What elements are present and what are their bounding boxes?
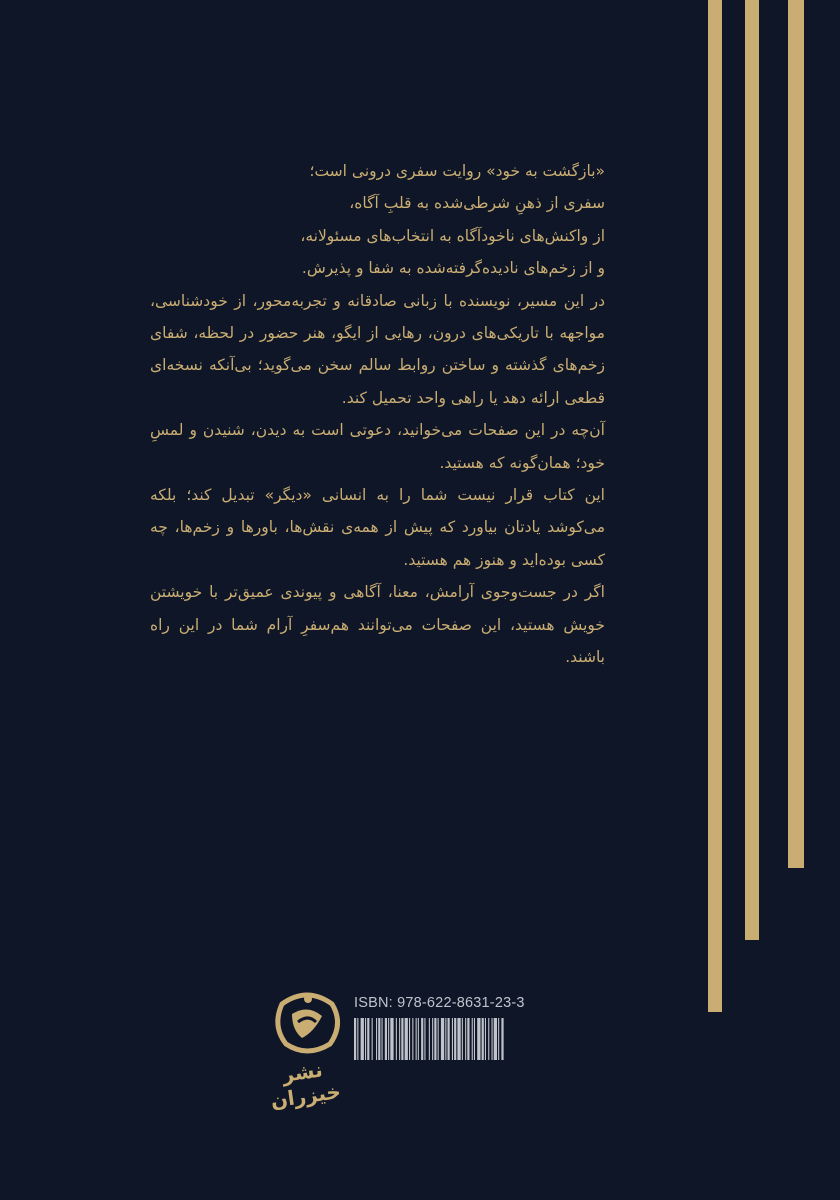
barcode-bar <box>367 1018 369 1060</box>
blurb-line-1: «بازگشت به خود» روایت سفری درونی است؛ <box>309 162 605 180</box>
barcode-bar <box>382 1018 383 1060</box>
blurb-line-2: سفری از ذهنِ شرطی‌شده به قلبِ آگاه، <box>349 194 605 213</box>
barcode-bar <box>494 1018 497 1060</box>
barcode-bar <box>492 1018 493 1060</box>
blurb-paragraph-journey: در این مسیر، نویسنده با زبانی صادقانه و تجربه‌محور، از خودشناسی، مواجهه با تاریکی‌های درون، رهایی از ایگو، هنر حضور در لحظه، شفای زخم‌های گذشته و ساختن روابط سالم سخن می‌گوید؛ بی‌آنکه نسخه‌ای قطعی ارائه دهد یا راهی واحد تحمیل کند. <box>150 291 605 407</box>
barcode-bar <box>385 1018 387 1060</box>
barcode <box>354 1018 560 1060</box>
barcode-bar <box>405 1018 408 1060</box>
barcode-bar <box>354 1018 356 1060</box>
isbn-label: ISBN: 978-622-8631-23-3 <box>354 995 525 1011</box>
blurb-paragraph-closing: اگر در جست‌وجوی آرامش، معنا، آگاهی و پیوندی عمیق‌تر با خویشتن خویش هستید، این صفحات می‌توانند هم‌سفرِ آرام شما در این راه باشند. <box>150 583 605 667</box>
barcode-bar <box>421 1018 423 1060</box>
barcode-bar <box>445 1018 446 1060</box>
barcode-bar <box>424 1018 425 1060</box>
barcode-bar <box>467 1018 469 1060</box>
barcode-bar <box>378 1018 380 1060</box>
barcode-bar <box>441 1018 444 1060</box>
barcode-bar <box>434 1018 436 1060</box>
barcode-bar <box>376 1018 377 1060</box>
barcode-bar <box>399 1018 400 1060</box>
barcode-bar <box>361 1018 364 1060</box>
barcode-bar <box>472 1018 473 1060</box>
barcode-bar <box>396 1018 397 1060</box>
barcode-bar <box>457 1018 460 1060</box>
blurb-line-4: و از زخم‌های نادیده‌گرفته‌شده به شفا و پذیرش. <box>301 259 605 278</box>
blurb-line-3: از واکنش‌های ناخودآگاه به انتخاب‌های مسئولانه، <box>300 226 605 245</box>
barcode-bar <box>432 1018 433 1060</box>
barcode-bar <box>438 1018 439 1060</box>
barcode-bar <box>474 1018 475 1060</box>
blurb-paragraph-purpose: این کتاب قرار نیست شما را به انسانی «دیگر» تبدیل کند؛ بلکه می‌کوشد یادتان بیاورد که پیش از همه‌ی نقش‌ها، باورها و زخم‌ها، چه کسی بوده‌اید و هنوز هم هستید. <box>150 486 605 569</box>
barcode-bar <box>454 1018 456 1060</box>
back-cover-blurb <box>150 155 605 674</box>
barcode-bar <box>357 1018 358 1060</box>
barcode-bar <box>412 1018 413 1060</box>
publisher-name: نشر خیزران <box>269 1057 343 1113</box>
barcode-bar <box>488 1018 489 1060</box>
barcode-bar <box>482 1018 484 1060</box>
barcode-bar <box>429 1018 430 1060</box>
barcode-bar <box>365 1018 366 1060</box>
barcode-bar <box>401 1018 403 1060</box>
barcode-bar <box>448 1018 450 1060</box>
barcode-bar <box>485 1018 486 1060</box>
barcode-bar <box>452 1018 453 1060</box>
barcode-bar <box>462 1018 463 1060</box>
gold-stripe-right <box>788 0 804 868</box>
barcode-bar <box>388 1018 389 1060</box>
barcode-bar <box>465 1018 466 1060</box>
barcode-bar <box>501 1018 503 1060</box>
barcode-bar <box>477 1018 480 1060</box>
blurb-paragraph-invitation: آن‌چه در این صفحات می‌خوانید، دعوتی است به دیدن، شنیدن و لمسِ خود؛ همان‌گونه که هستید. <box>150 421 605 472</box>
barcode-bar <box>390 1018 393 1060</box>
barcode-bar <box>409 1018 410 1060</box>
barcode-bar <box>418 1018 419 1060</box>
gold-stripe-left <box>708 0 722 1012</box>
gold-stripe-middle <box>745 0 759 940</box>
barcode-bar <box>372 1018 373 1060</box>
barcode-bar <box>416 1018 417 1060</box>
barcode-bar <box>498 1018 499 1060</box>
